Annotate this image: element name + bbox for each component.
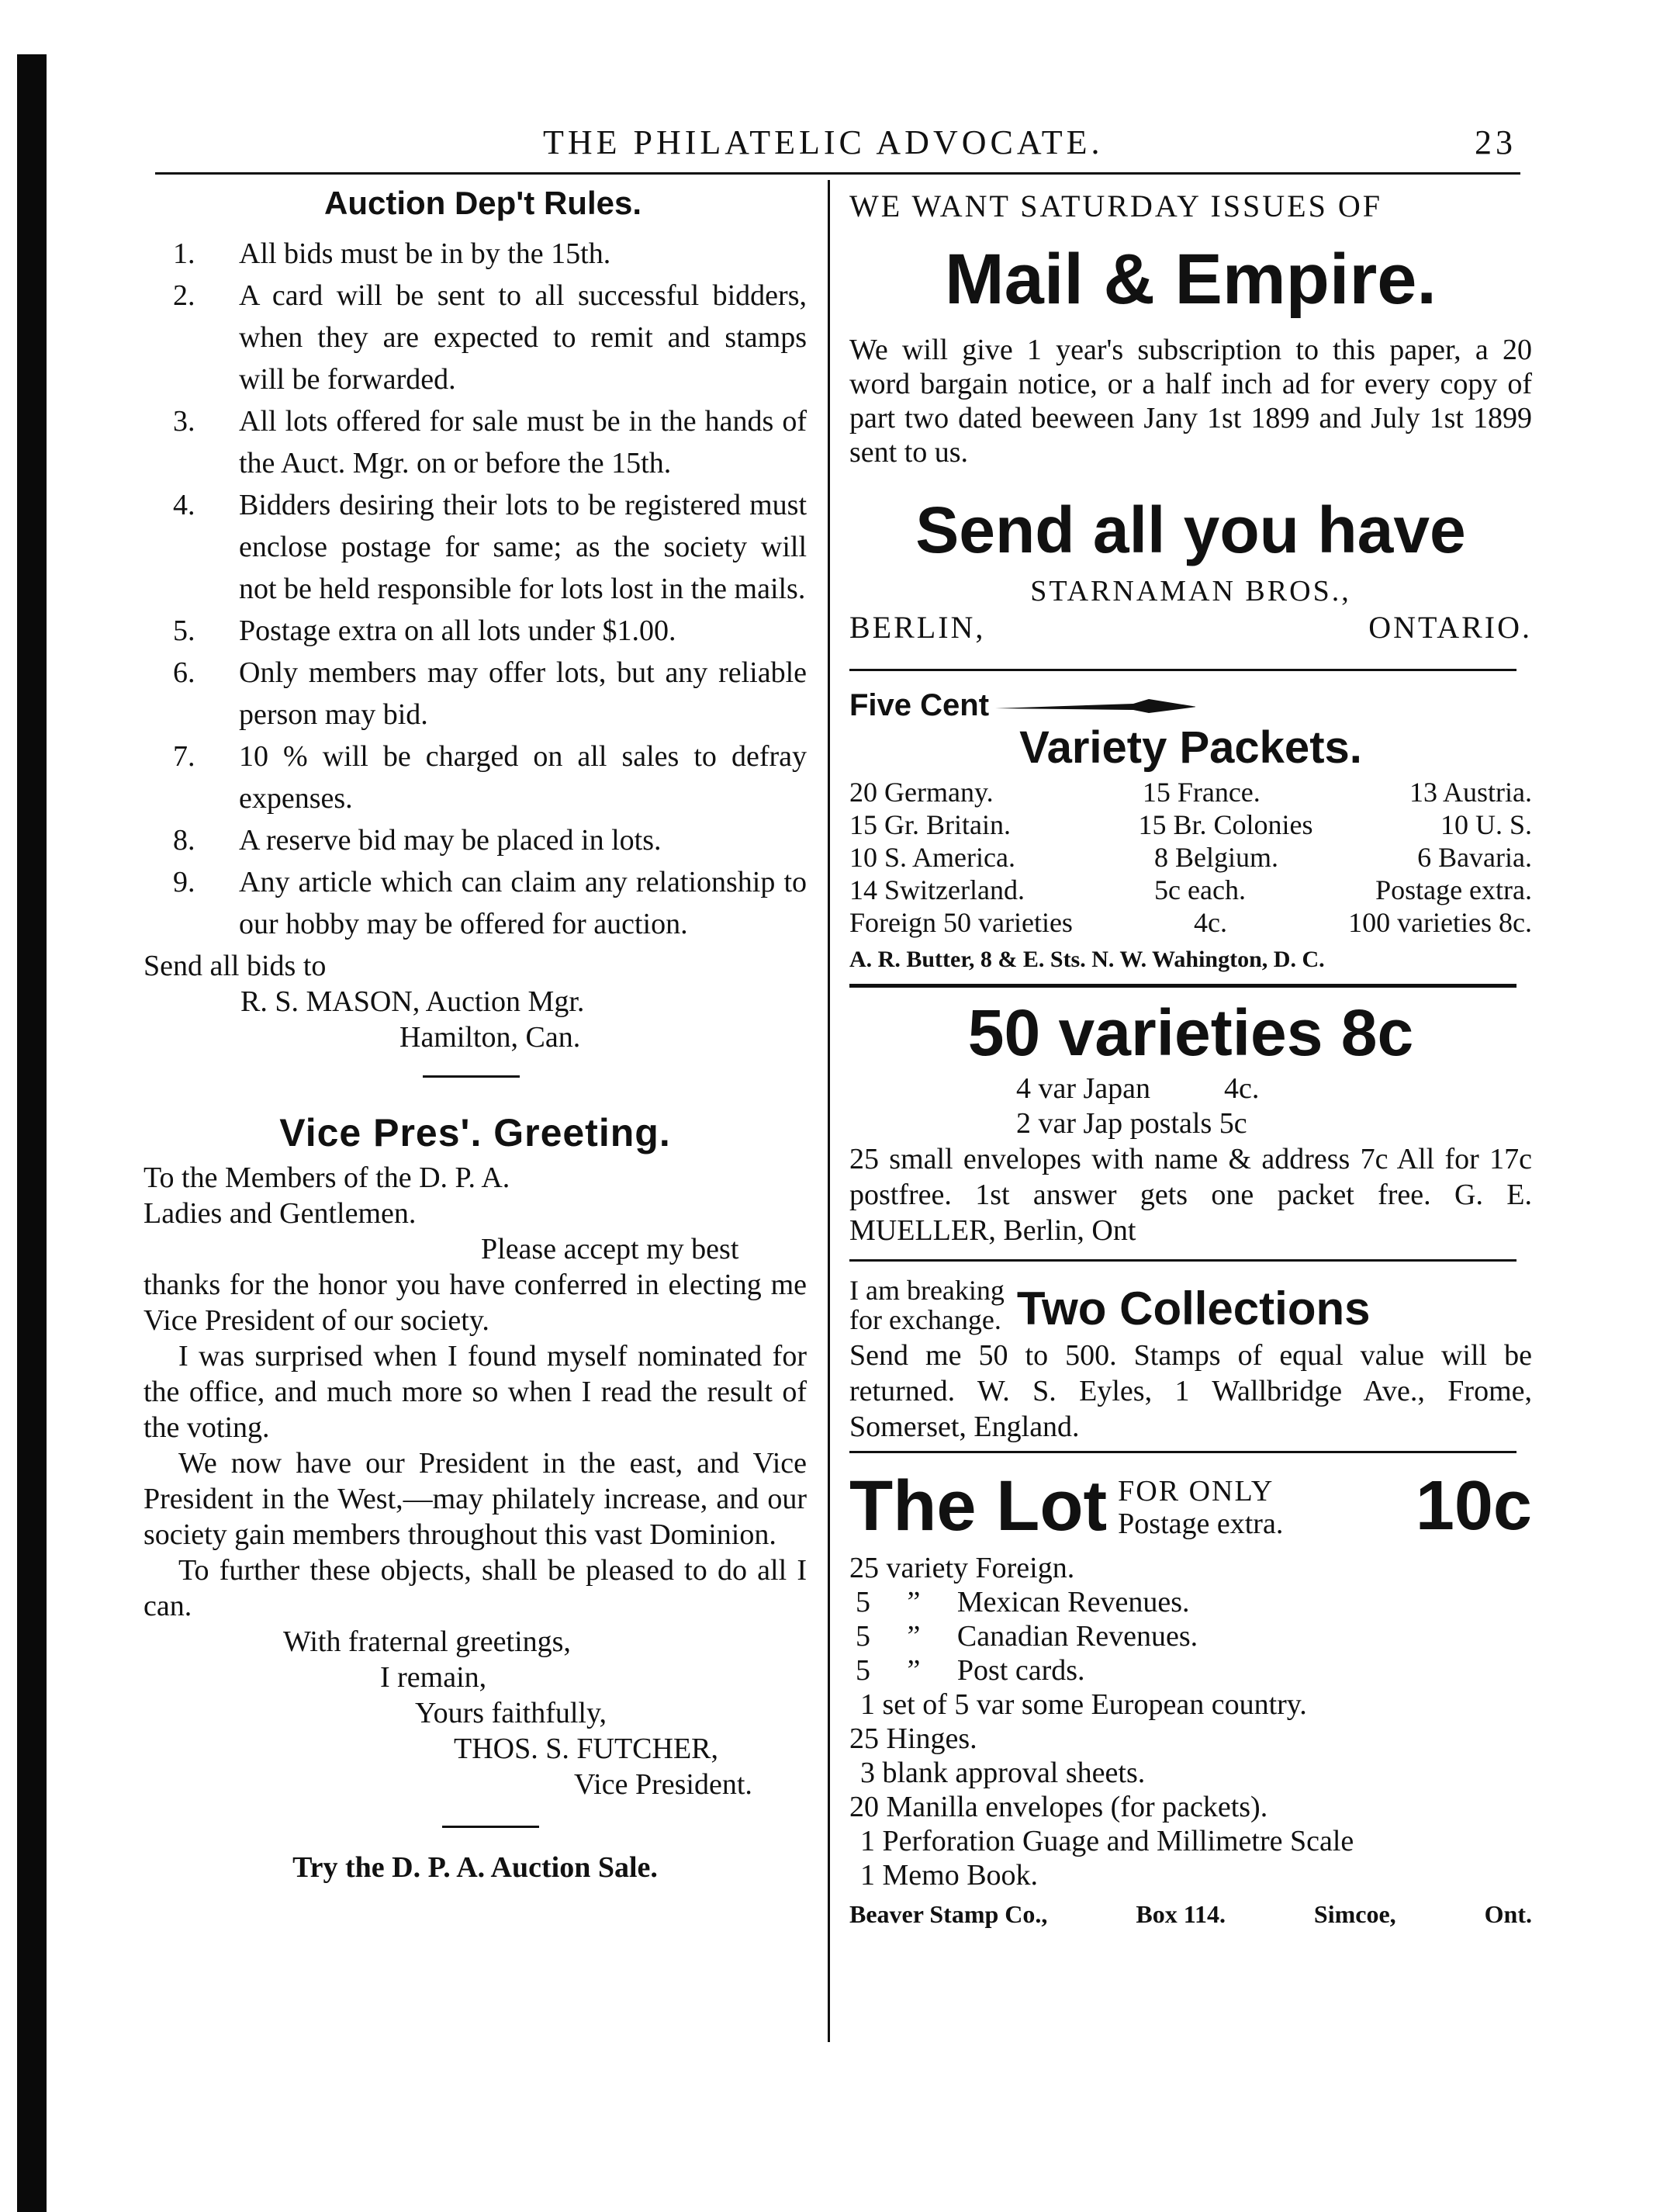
greeting-lead: Please accept my best — [481, 1233, 739, 1265]
table-row: 10 S. America. 8 Belgium. 6 Bavaria. — [849, 842, 1532, 873]
ad-the-lot-terms: FOR ONLY Postage extra. — [1118, 1475, 1284, 1540]
ad-two-collections-title: Two Collections — [1016, 1283, 1371, 1334]
ad-two-collections — [849, 1276, 1532, 1445]
auction-manager-city: Hamilton, Can. — [399, 1021, 581, 1054]
ad-mail-empire-body: We will give 1 year's subscription to this paper, a 20 word bargain notice, or a half inch ad for every copy of part two dated beeween Jany 1st 1899 and July 1st 1899 sent to us. — [849, 334, 1532, 469]
ad-the-lot-head — [849, 1459, 1532, 1545]
auction-footer: Try the D. P. A. Auction Sale. — [292, 1851, 658, 1884]
pen-nib-icon — [994, 698, 1195, 715]
ad-mail-empire — [849, 188, 1532, 646]
greeting-paragraph: We now have our President in the east, and Vice President in the West,—may philately increase, and our society gain members throughout this vast Dominion. — [144, 1447, 807, 1551]
ad-firm-location — [849, 609, 1532, 646]
ad-divider — [849, 1451, 1516, 1453]
ad-divider — [849, 1259, 1516, 1262]
journal-title: THE PHILATELIC ADVOCATE. — [543, 123, 1104, 161]
list-item: 25 variety Foreign. — [849, 1552, 1075, 1584]
ad-variety-table — [849, 776, 1532, 939]
closing-line: With fraternal greetings, — [283, 1625, 571, 1658]
auction-manager-name: R. S. MASON, Auction Mgr. — [240, 985, 585, 1018]
greeting-address: To the Members of the D. P. A. — [144, 1161, 510, 1194]
list-item: 1 set of 5 var some European country. — [860, 1688, 1307, 1721]
rule-item: 2. A card will be sent to all successful bidders, when they are expected to remit and stamps will be forwarded. — [173, 279, 807, 396]
greeting-paragraph: thanks for the honor you have conferred in electing me Vice President of our society. — [144, 1269, 807, 1337]
rule-item: 8. A reserve bid may be placed in lots. — [173, 824, 662, 857]
ad-the-lot-price: 10c — [1415, 1467, 1532, 1545]
ad-firm-city: BERLIN, — [849, 610, 986, 645]
table-row: 14 Switzerland. 5c each. Postage extra. — [849, 874, 1532, 905]
closing-line: I remain, — [380, 1661, 487, 1694]
list-item: 1 Perforation Guage and Millimetre Scale — [860, 1825, 1354, 1857]
ad-firm-name: STARNAMAN BROS., — [1030, 575, 1351, 608]
ad-the-lot-address: Beaver Stamp Co., Box 114. Simcoe, Ont. — [849, 1900, 1532, 1928]
column-divider — [828, 180, 830, 2042]
ad-two-collections-lead: I am breaking for exchange. — [849, 1275, 1005, 1335]
rule-item: 1. All bids must be in by the 15th. — [173, 237, 611, 270]
ad-the-lot — [849, 1459, 1532, 1929]
list-item: 1 Memo Book. — [860, 1859, 1039, 1892]
ad-mail-empire-cta: Send all you have — [915, 493, 1466, 566]
ad-mail-empire-top: WE WANT SATURDAY ISSUES OF — [849, 189, 1382, 223]
ad-50-varieties-line: 2 var Jap postals 5c — [1016, 1107, 1247, 1140]
ad-50-varieties-line: 4 var Japan 4c. — [1016, 1072, 1260, 1105]
list-item: 3 blank approval sheets. — [860, 1757, 1146, 1789]
ad-the-lot-items — [849, 1551, 1532, 1892]
left-column — [144, 185, 807, 1885]
auction-rules-list — [144, 233, 807, 945]
ad-50-varieties-title: 50 varieties 8c — [967, 996, 1414, 1069]
ad-two-collections-head — [849, 1276, 1532, 1334]
greeting-salutation: Ladies and Gentlemen. — [144, 1197, 417, 1230]
page-number: 23 — [1475, 123, 1516, 161]
section-divider — [442, 1826, 539, 1828]
rule-item: 6. Only members may offer lots, but any reliable person may bid. — [173, 656, 807, 731]
table-row: Foreign 50 varieties 4c. 100 varieties 8c. — [849, 907, 1532, 938]
signer-title: Vice President. — [574, 1768, 752, 1801]
ad-variety-title: Variety Packets. — [1019, 722, 1362, 773]
ad-50-varieties — [849, 994, 1532, 1248]
right-column — [849, 185, 1532, 1929]
list-item: 5 ” Canadian Revenues. — [856, 1620, 1198, 1653]
auction-rules-heading: Auction Dep't Rules. — [323, 185, 642, 221]
rule-item: 5. Postage extra on all lots under $1.00. — [173, 614, 676, 647]
list-item: 5 ” Post cards. — [856, 1654, 1085, 1687]
list-item: 5 ” Mexican Revenues. — [856, 1586, 1190, 1618]
greeting-heading: Vice Pres'. Greeting. — [279, 1111, 671, 1154]
page-spine — [17, 54, 47, 2212]
signer-name: THOS. S. FUTCHER, — [454, 1733, 718, 1765]
rule-item: 4. Bidders desiring their lots to be registered must enclose postage for same; as the society will not be held responsible for lots lost in the mails. — [173, 489, 807, 605]
header-rule — [155, 172, 1520, 175]
ad-the-lot-title: The Lot — [849, 1466, 1108, 1546]
greeting-paragraph: To further these objects, shall be pleased to do all I can. — [144, 1554, 807, 1622]
table-row: 20 Germany. 15 France. 13 Austria. — [849, 777, 1532, 808]
rule-item: 3. All lots offered for sale must be in the hands of the Auct. Mgr. on or before the 15th. — [173, 405, 807, 479]
ad-variety-packets — [849, 688, 1532, 973]
ad-variety-label: Five Cent — [849, 688, 990, 722]
rule-item: 9. Any article which can claim any relationship to our hobby may be offered for auction. — [173, 866, 807, 940]
section-divider — [423, 1075, 520, 1078]
ad-divider — [849, 984, 1516, 988]
table-row: 15 Gr. Britain. 15 Br. Colonies 10 U. S. — [849, 809, 1532, 840]
ad-mail-empire-title: Mail & Empire. — [945, 240, 1437, 319]
ad-divider — [849, 669, 1516, 671]
ad-variety-label-row — [849, 688, 1532, 723]
list-item: 20 Manilla envelopes (for packets). — [849, 1791, 1268, 1823]
ad-50-varieties-body: 25 small envelopes with name & address 7c All for 17c postfree. 1st answer gets one packet free. G. E. MUELLER, Berlin, Ont — [849, 1143, 1532, 1247]
rule-item: 7. 10 % will be charged on all sales to defray expenses. — [173, 740, 807, 815]
ad-two-collections-body: Send me 50 to 500. Stamps of equal value will be returned. W. S. Eyles, 1 Wallbridge Ave., Frome, Somerset, England. — [849, 1339, 1532, 1443]
greeting-paragraph: I was surprised when I found myself nominated for the office, and much more so when I read the result of the voting. — [144, 1340, 807, 1444]
list-item: 25 Hinges. — [849, 1722, 977, 1755]
ad-firm-province: ONTARIO. — [1368, 610, 1532, 645]
send-bids-line: Send all bids to — [144, 950, 327, 982]
closing-line: Yours faithfully, — [415, 1697, 607, 1729]
ad-variety-address: A. R. Butter, 8 & E. Sts. N. W. Wahington, D. C. — [849, 947, 1325, 972]
